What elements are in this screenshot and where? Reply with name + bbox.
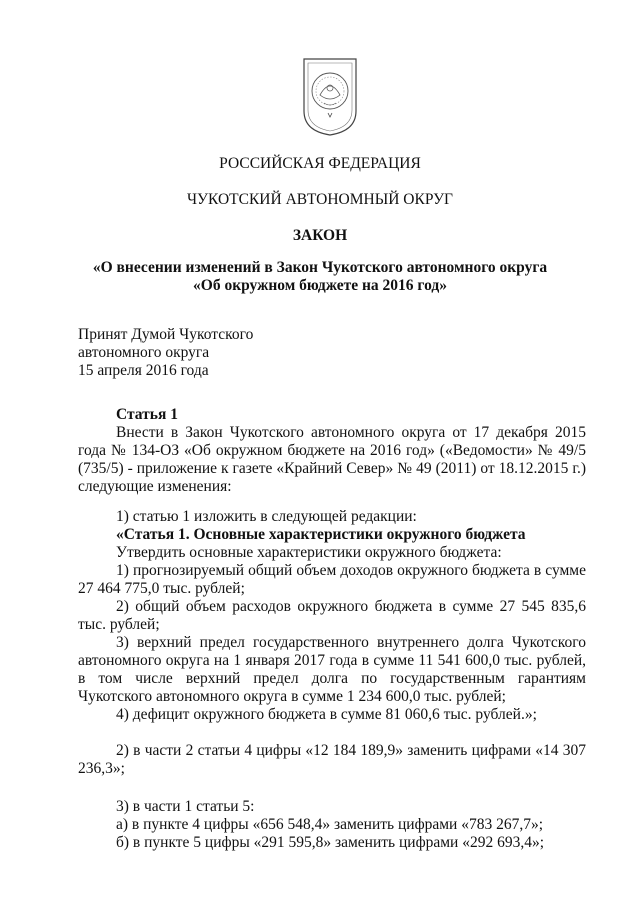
characteristic-2: 2) общий объем расходов окружного бюджета в сумме 27 545 835,6 тыс. рублей; <box>78 598 586 633</box>
adoption-date: 15 апреля 2016 года <box>78 362 209 379</box>
amendment-item-2: 2) в части 2 статьи 4 цифры «12 184 189,9» заменить цифрами «14 307 236,3»; <box>78 742 586 777</box>
law-title-line1: «О внесении изменений в Закон Чукотского автономного округа <box>92 259 548 276</box>
adoption-line1: Принят Думой Чукотского <box>78 326 254 343</box>
characteristic-3: 3) верхний предел государственного внутреннего долга Чукотского автономного округа на 1 января 2017 года в сумме 11 541 600,0 тыс. рублей, в том числе верхний предел долга по государственным гарантиям Чукотского автономного округа в сумме 1 234 600,0 тыс. рублей; <box>78 634 586 705</box>
article-intro: Внести в Закон Чукотского автономного округа от 17 декабря 2015 года № 134-ОЗ «Об окружном бюджете на 2016 год» («Ведомости» № 49/5 (735/5) - приложение к газете «Крайний Север» № 49 (2011) от 18.12.2015 г.) следующие изменения: <box>78 424 586 495</box>
amendment-item-3: 3) в части 1 статьи 5: <box>116 798 255 815</box>
amendment-item-3a: а) в пункте 4 цифры «656 548,4» заменить цифрами «783 267,7»; <box>116 816 544 833</box>
quoted-article-heading: «Статья 1. Основные характеристики окружного бюджета <box>116 526 526 543</box>
region-heading: ЧУКОТСКИЙ АВТОНОМНЫЙ ОКРУГ <box>186 191 454 208</box>
country-heading: РОССИЙСКАЯ ФЕДЕРАЦИЯ <box>219 155 421 172</box>
adoption-line2: автономного округа <box>78 344 210 361</box>
coat-of-arms-emblem <box>298 55 362 137</box>
characteristic-1: 1) прогнозируемый общий объем доходов окружного бюджета в сумме 27 464 775,0 тыс. рублей; <box>78 562 586 597</box>
article-heading: Статья 1 <box>116 406 178 423</box>
characteristic-4: 4) дефицит окружного бюджета в сумме 81 060,6 тыс. рублей.»; <box>116 706 537 723</box>
adoption-block <box>78 326 253 380</box>
law-title-line2: «Об окружном бюджете на 2016 год» <box>193 277 447 294</box>
approve-line: Утвердить основные характеристики окружного бюджета: <box>116 544 502 561</box>
amendment-item-1: 1) статью 1 изложить в следующей редакции: <box>116 508 417 525</box>
document-type: ЗАКОН <box>292 227 348 244</box>
amendment-item-3b: б) в пункте 5 цифры «291 595,8» заменить цифрами «292 693,4»; <box>116 834 545 851</box>
